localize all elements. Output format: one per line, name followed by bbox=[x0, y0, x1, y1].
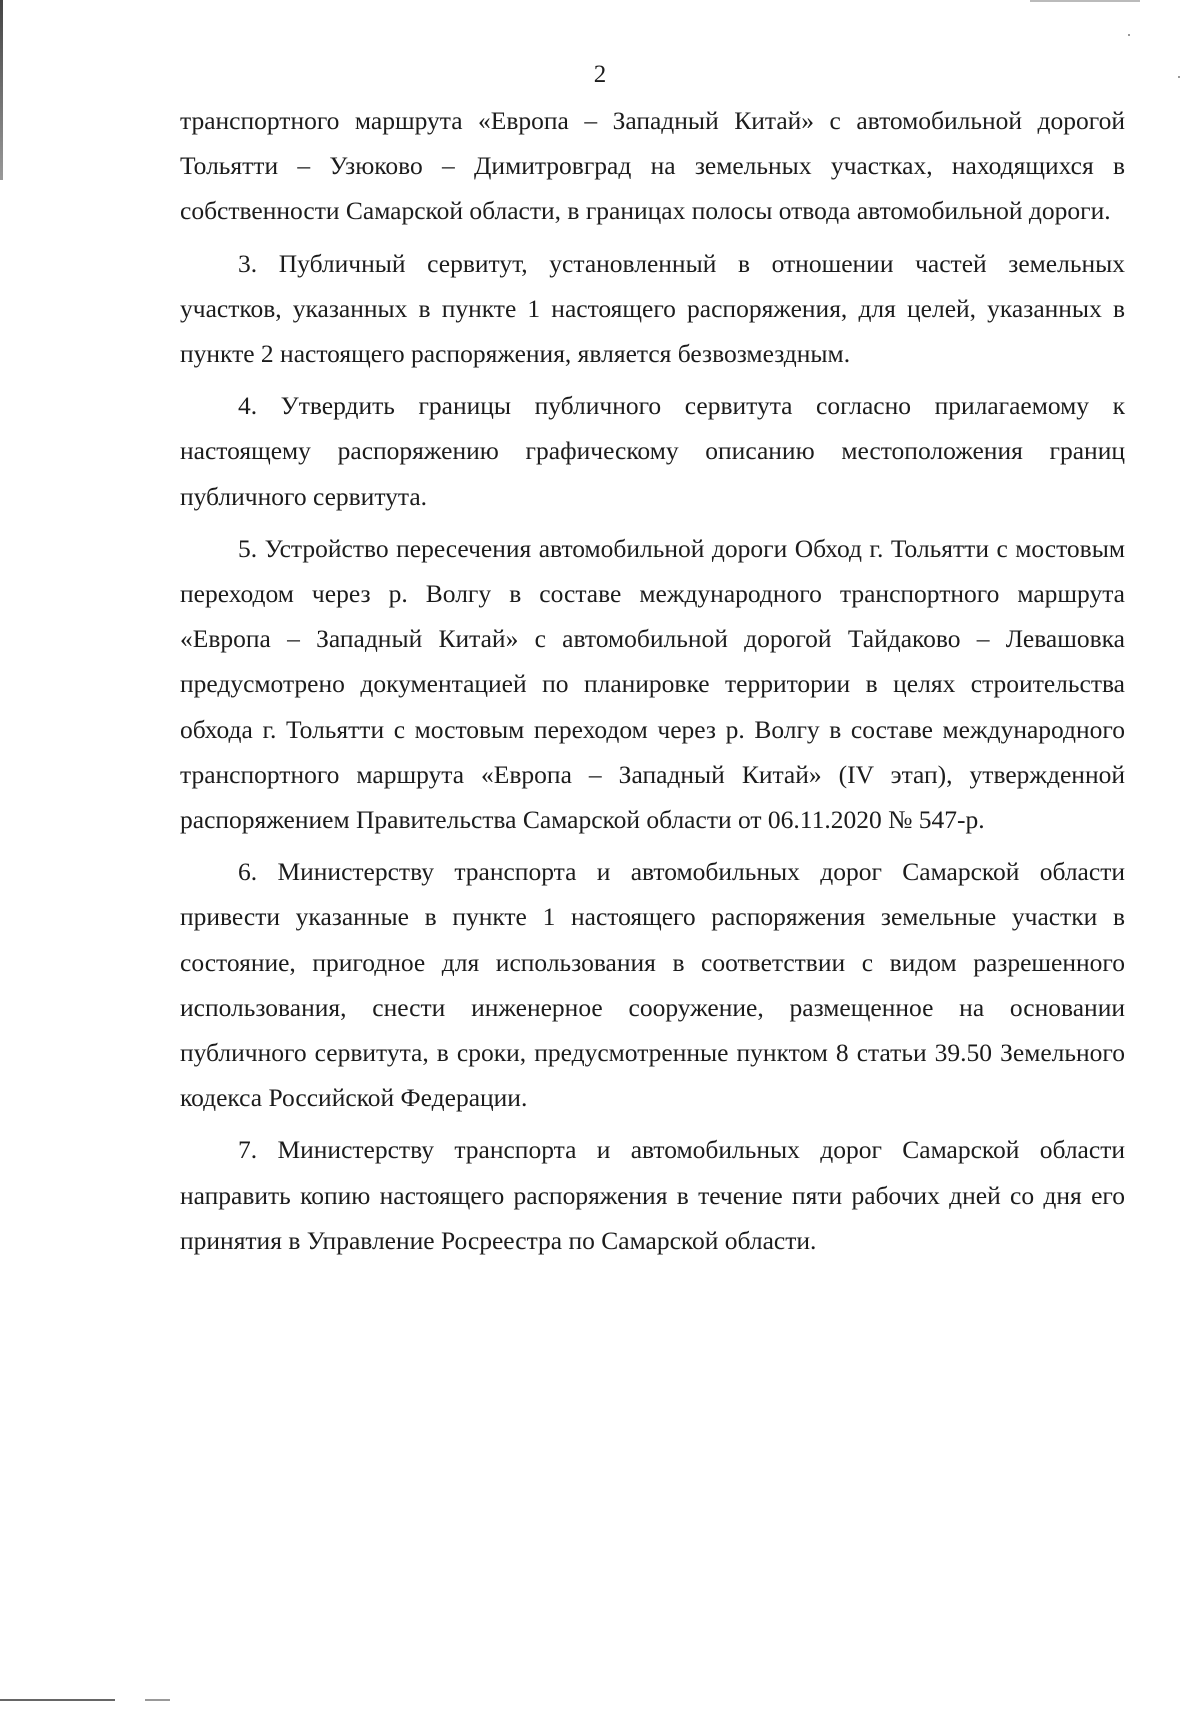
paragraph-item-3: 3. Публичный сервитут, установленный в отношении частей земельных участков, указанных в пункте 1 настоящего распоряжения, для целей, указанных в пункте 2 настоящего распоряжения, является безвозмездным. bbox=[180, 248, 1125, 369]
scan-edge-artifact bbox=[0, 0, 3, 180]
page-number: 2 bbox=[593, 61, 607, 88]
document-body bbox=[180, 98, 1125, 1263]
paragraph-item-4: 4. Утвердить границы публичного сервитута согласно прилагаемому к настоящему распоряжению графическому описанию местоположения границ публичного сервитута. bbox=[180, 391, 1125, 511]
scan-bottom-artifact bbox=[145, 1699, 170, 1701]
paragraph-continuation: транспортного маршрута «Европа – Западный Китай» с автомобильной дорогой Тольятти – Узюково – Димитровград на земельных участках, находящихся в собственности Самарской области, в границах полосы отвода автомобильной дороги. bbox=[180, 106, 1125, 226]
paragraph-item-6: 6. Министерству транспорта и автомобильных дорог Самарской области привести указанные в пункте 1 настоящего распоряжения земельные участки в состояние, пригодное для использования в соответствии с видом разрешенного использования, снести инженерное сооружение, размещенное на основании публичного сервитута, в сроки, предусмотренные пунктом 8 статьи 39.50 Земельного кодекса Российской Федерации. bbox=[180, 857, 1125, 1113]
paragraph-item-5: 5. Устройство пересечения автомобильной дороги Обход г. Тольятти с мостовым переходом через р. Волгу в составе международного транспортного маршрута «Европа – Западный Китай» с автомобильной дорогой Тайдаково – Левашовка предусмотрено документацией по планировке территории в целях строительства обхода г. Тольятти с мостовым переходом через р. Волгу в составе международного транспортного маршрута «Европа – Западный Китай» (IV этап), утвержденной распоряжением Правительства Самарской области от 06.11.2020 № 547-р. bbox=[180, 533, 1125, 835]
scan-dot-artifact bbox=[1128, 34, 1130, 36]
paragraph-item-7: 7. Министерству транспорта и автомобильных дорог Самарской области направить копию настоящего распоряжения в течение пяти рабочих дней со дня его принятия в Управление Росреестра по Самарской области. bbox=[180, 1135, 1125, 1255]
scan-bottom-artifact bbox=[0, 1699, 115, 1701]
scan-top-artifact bbox=[1030, 0, 1140, 2]
